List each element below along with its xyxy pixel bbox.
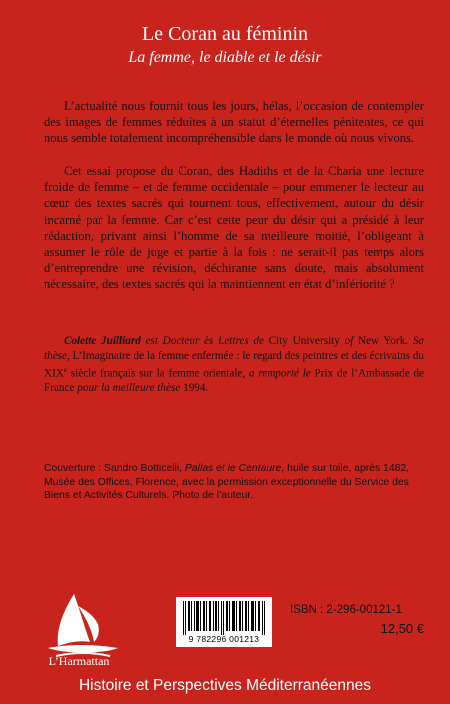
book-title: Le Coran au féminin <box>141 23 309 45</box>
author-bio-part1: est Docteur ès Lettres de <box>140 335 269 347</box>
author-bio <box>44 334 424 396</box>
isbn: ISBN : 2-296-00121-1 <box>290 604 402 616</box>
thesis-title-end: siècle français sur la femme orientale <box>67 367 243 380</box>
author-university: City University <box>268 335 340 347</box>
credits-prefix: Couverture : Sandro Botticelli, <box>44 463 185 474</box>
author-city: New York <box>358 335 406 347</box>
barcode-icon <box>182 601 266 635</box>
credits-work: Pallas et le Centaure <box>184 463 282 474</box>
summary-paragraph-2 <box>44 163 424 293</box>
credits-rest: , huile sur toile, après 1482, Musée des Offices, Florence, avec la permission exceptionnelle du Service des Biens et Activités Culturels. Photo de l’auteur. <box>44 463 410 502</box>
summary-paragraph-2-text: Cet essai propose du Coran, des Hadiths et de la Charia une lecture froide de femme – et de femme occidentale – pour emmener le lecteur au cœur des textes sacrés qui tournent tous, effectivement, autour du désir incarné par la femme. Car c’est cette peur du désir qui a présidé à leur rédaction, privant ainsi l’homme de sa meilleure moitié, l’obligeant à assumer le rôle de juge et partie à la fois : ne serait-il pas temps alors d’entreprendre une révision, déchirante sans doute, mais absolument nécessaire, des textes sacrés qui la maintiennent en état d’infériorité ? <box>44 164 424 292</box>
author-bio-part5: pour la meilleure thèse <box>74 382 184 395</box>
thesis-title: L’Imaginaire de la femme enfermée : le regard des peintres et des écrivains du XIX <box>44 349 424 380</box>
author-bio-part2: of <box>339 335 359 347</box>
barcode <box>176 597 272 647</box>
prize-year: 1994 <box>183 382 206 395</box>
series-title: Histoire et Perspectives Méditerranéennes <box>78 677 372 694</box>
price: 12,50 € <box>380 621 424 636</box>
prize-name: Prix de l’Ambassade de France <box>44 367 424 395</box>
summary-paragraph-1-text: L’actualité nous fournit tous les jours, hélas, l’occasion de contempler des images de femmes réduites à un statut d’éternelles pénitentes, ce qui nous semble totalement incompréhensible dans le monde où nous vivons. <box>44 99 424 146</box>
author-bio-part3: . Sa thèse, <box>44 335 425 362</box>
barcode-number: 9 782296 001213 <box>188 634 260 644</box>
author-name: Colette Juilliard <box>64 335 141 347</box>
thesis-sup: e <box>63 366 67 374</box>
cover-credits <box>44 462 424 503</box>
publisher-name: L’Harmattan <box>48 654 110 668</box>
summary-paragraph-1 <box>44 98 424 147</box>
book-subtitle: La femme, le diable et le désir <box>128 49 322 66</box>
author-bio-end: . <box>205 382 209 395</box>
author-bio-part4: , a remporté le <box>242 367 315 380</box>
